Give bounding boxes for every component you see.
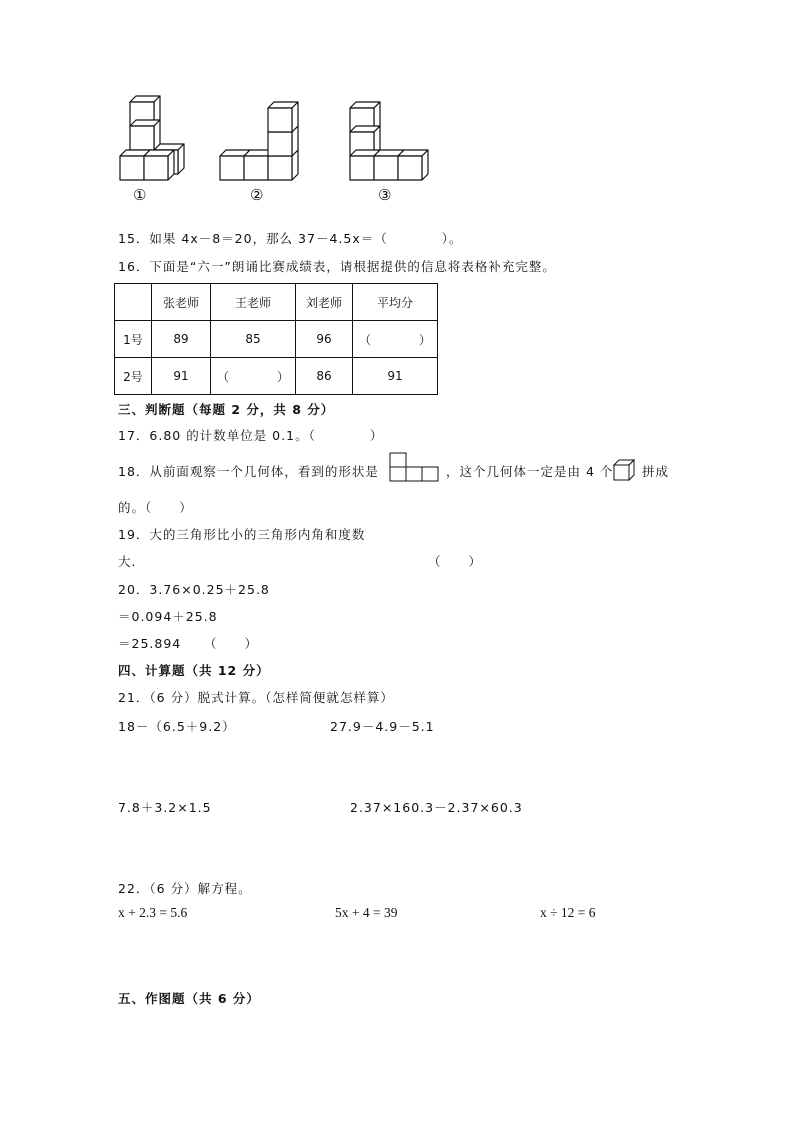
cube — [130, 120, 160, 150]
figure-label-1: ① — [133, 186, 147, 204]
section-4-heading: 四、计算题（共 12 分） — [118, 663, 270, 678]
section-3-heading: 三、判断题（每题 2 分，共 8 分） — [118, 402, 335, 417]
front-view-shape-icon — [389, 452, 439, 482]
table-row — [115, 358, 438, 395]
table-cell: 96 — [296, 321, 353, 358]
section-5-heading: 五、作图题（共 6 分） — [118, 991, 260, 1006]
question-18-part3: 拼成 — [642, 464, 670, 479]
answer-blank[interactable]: （ ） — [353, 321, 438, 358]
answer-blank[interactable]: （ ） — [428, 554, 483, 569]
table-cell: 91 — [152, 358, 211, 395]
question-22: 22．（6 分）解方程。 — [118, 881, 252, 896]
table-header-cell: 王老师 — [211, 284, 296, 321]
table-cell: 1号 — [115, 321, 152, 358]
table-header-cell: 刘老师 — [296, 284, 353, 321]
table-cell: 2号 — [115, 358, 152, 395]
table-cell: 89 — [152, 321, 211, 358]
question-20-line2: ＝0.094＋25.8 — [118, 609, 218, 624]
answer-blank[interactable]: （ ） — [204, 636, 259, 651]
table-header-cell — [115, 284, 152, 321]
equation-item: x ÷ 12 = 6 — [540, 905, 596, 920]
table-row — [115, 321, 438, 358]
table-cell: 86 — [296, 358, 353, 395]
question-18-line2: 的。（ ） — [118, 500, 193, 515]
equation-item: x + 2.3 = 5.6 — [118, 905, 188, 920]
calc-item: 7.8＋3.2×1.5 — [118, 800, 212, 815]
calc-item: 18－（6.5＋9.2） — [118, 719, 236, 734]
table-header-cell: 张老师 — [152, 284, 211, 321]
cube — [398, 150, 428, 180]
question-18-part1: 18．从前面观察一个几何体，看到的形状是 — [118, 464, 379, 479]
cube-figures — [112, 94, 452, 206]
table-cell: 85 — [211, 321, 296, 358]
question-21: 21．（6 分）脱式计算。（怎样简便就怎样算） — [118, 690, 394, 705]
table-cell: 91 — [353, 358, 438, 395]
question-17: 17．6.80 的计数单位是 0.1。（ ） — [118, 428, 384, 443]
answer-blank[interactable]: （ ） — [211, 358, 296, 395]
question-20-line3: ＝25.894 — [118, 636, 182, 651]
cube — [268, 102, 298, 132]
score-table — [114, 283, 438, 395]
table-header-row — [115, 284, 438, 321]
cube-icon — [613, 459, 637, 481]
figure-label-3: ③ — [378, 186, 392, 204]
question-15: 15．如果 4x－8＝20，那么 37－4.5x＝（ ）。 — [118, 231, 463, 246]
question-19: 19．大的三角形比小的三角形内角和度数 — [118, 527, 366, 542]
calc-item: 2.37×160.3－2.37×60.3 — [350, 800, 523, 815]
cube — [144, 150, 174, 180]
table-header-cell: 平均分 — [353, 284, 438, 321]
figure-label-2: ② — [250, 186, 264, 204]
question-16: 16．下面是“六一”朗诵比赛成绩表，请根据提供的信息将表格补充完整。 — [118, 259, 556, 274]
question-19-line2: 大． — [118, 554, 146, 569]
calc-item: 27.9－4.9－5.1 — [330, 719, 435, 734]
equation-item: 5x + 4 = 39 — [335, 905, 398, 920]
question-18-part2: ，这个几何体一定是由 4 个 — [446, 464, 614, 479]
question-20: 20．3.76×0.25＋25.8 — [118, 582, 270, 597]
